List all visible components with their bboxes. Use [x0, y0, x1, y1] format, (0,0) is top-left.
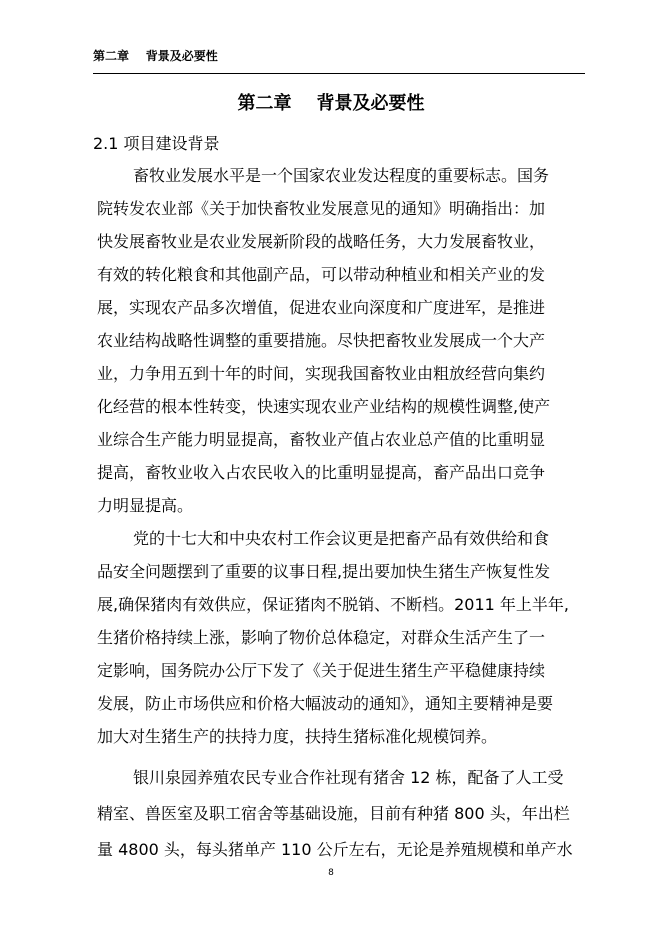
- paragraph-2-line-5: 定影响，国务院办公厅下发了《关于促进生猪生产平稳健康持续: [97, 661, 546, 680]
- header-divider: [93, 73, 585, 74]
- paragraph-2-line-6: 发展，防止市场供应和价格大幅波动的通知》，通知主要精神是要: [97, 694, 554, 713]
- paragraph-3-line-2: 精室、兽医室及职工宿舍等基础设施，目前有种猪 800 头，年出栏: [97, 804, 570, 823]
- page-number: 8: [328, 868, 334, 878]
- paragraph-2-line-2: 品安全问题摆到了重要的议事日程,提出要加快生猪生产恢复性发: [97, 562, 551, 581]
- paragraph-1-line-9: 业综合生产能力明显提高，畜牧业产值占农业总产值的比重明显: [97, 430, 546, 449]
- running-header: 第二章 背景及必要性: [93, 49, 218, 63]
- paragraph-1-line-4: 有效的转化粮食和其他副产品，可以带动种植业和相关产业的发: [97, 265, 546, 284]
- paragraph-1-line-6: 农业结构战略性调整的重要措施。尽快把畜牧业发展成一个大产: [97, 331, 546, 350]
- paragraph-1-line-11: 力明显提高。: [97, 496, 194, 515]
- paragraph-1-line-10: 提高，畜牧业收入占农民收入的比重明显提高，畜产品出口竞争: [97, 463, 546, 482]
- paragraph-2-line-4: 生猪价格持续上涨，影响了物价总体稳定，对群众生活产生了一: [97, 628, 546, 647]
- paragraph-1-line-2: 院转发农业部《关于加快畜牧业发展意见的通知》明确指出：加: [97, 199, 546, 218]
- paragraph-1-line-8: 化经营的根本性转变，快速实现农业产业结构的规模性调整,使产: [97, 397, 551, 416]
- paragraph-3-line-3: 量 4800 头，每头猪单产 110 公斤左右，无论是养殖规模和单产水: [97, 840, 573, 859]
- paragraph-2-line-1: 党的十七大和中央农村工作会议更是把畜产品有效供给和食: [133, 529, 550, 548]
- paragraph-3-line-1: 银川泉园养殖农民专业合作社现有猪舍 12 栋，配备了人工受: [133, 768, 564, 787]
- paragraph-2-line-7: 加大对生猪生产的扶持力度，扶持生猪标准化规模饲养。: [97, 727, 498, 746]
- paragraph-2-line-3: 展,确保猪肉有效供应，保证猪肉不脱销、不断档。2011 年上半年,: [97, 595, 569, 614]
- paragraph-1-line-3: 快发展畜牧业是农业发展新阶段的战略任务，大力发展畜牧业，: [97, 232, 546, 251]
- section-heading: 2.1 项目建设背景: [93, 134, 220, 153]
- paragraph-1-line-5: 展，实现农产品多次增值，促进农业向深度和广度进军，是推进: [97, 298, 546, 317]
- paragraph-1-line-7: 业，力争用五到十年的时间，实现我国畜牧业由粗放经营向集约: [97, 364, 546, 383]
- paragraph-1-line-1: 畜牧业发展水平是一个国家农业发达程度的重要标志。国务: [133, 166, 550, 185]
- chapter-title: 第二章 背景及必要性: [237, 93, 425, 114]
